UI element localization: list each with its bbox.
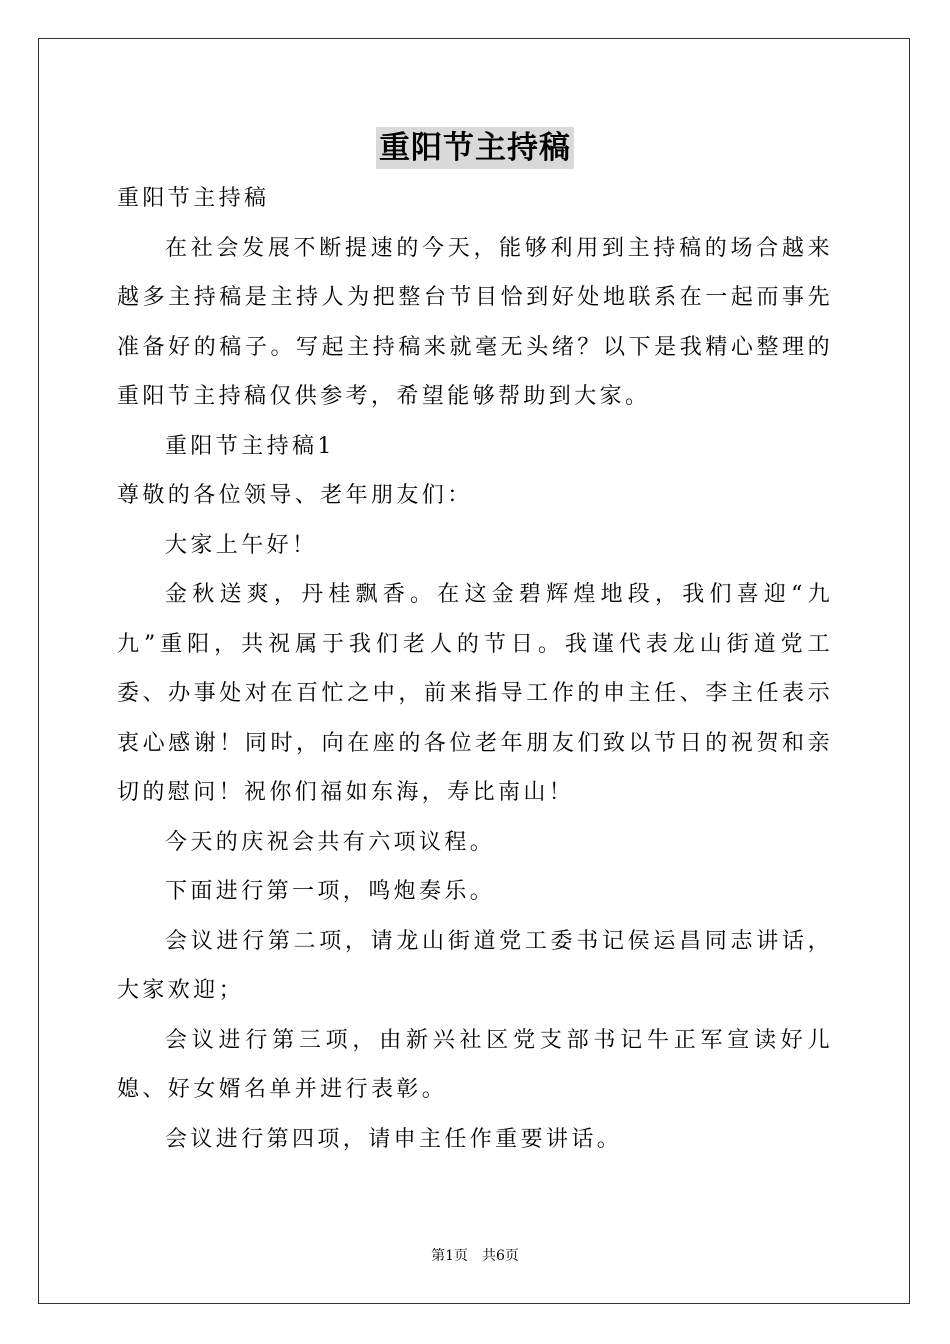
paragraph: 会议进行第三项，由新兴社区党支部书记牛正军宣读好儿媳、好女婿名单并进行表彰。 [117, 1027, 833, 1102]
title-container [0, 127, 950, 169]
paragraph: 今天的庆祝会共有六项议程。 [165, 829, 496, 855]
paragraph: 大家上午好！ [165, 532, 318, 558]
paragraph: 尊敬的各位领导、老年朋友们： [117, 483, 473, 508]
document-body [117, 174, 833, 1164]
paragraph: 在社会发展不断提速的今天，能够利用到主持稿的场合越来越多主持稿是主持人为把整台节目恰到好处地联系在一起而事先准备好的稿子。写起主持稿来就毫无头绪？以下是我精心整理的重阳节主持稿仅供参考，希望能够帮助到大家。 [117, 235, 833, 409]
document-title: 重阳节主持稿 [376, 127, 574, 169]
paragraph: 重阳节主持稿 [117, 186, 270, 211]
paragraph: 下面进行第一项，鸣炮奏乐。 [165, 879, 496, 904]
paragraph: 金秋送爽，丹桂飘香。在这金碧辉煌地段，我们喜迎“九九”重阳，共祝属于我们老人的节日。我谨代表龙山街道党工委、办事处对在百忙之中，前来指导工作的申主任、李主任表示衷心感谢！同时，向在座的各位老年朋友们致以节日的祝贺和亲切的慰问！祝你们福如东海，寿比南山！ [117, 582, 833, 805]
page-number: 第1页 [431, 1248, 468, 1264]
paragraph: 会议进行第二项，请龙山街道党工委书记侯运昌同志讲话，大家欢迎； [117, 928, 833, 1003]
paragraph: 重阳节主持稿1 [165, 433, 335, 459]
page-footer [0, 1246, 950, 1266]
paragraph: 会议进行第四项，请申主任作重要讲话。 [165, 1126, 623, 1152]
page-total: 共6页 [482, 1248, 519, 1264]
